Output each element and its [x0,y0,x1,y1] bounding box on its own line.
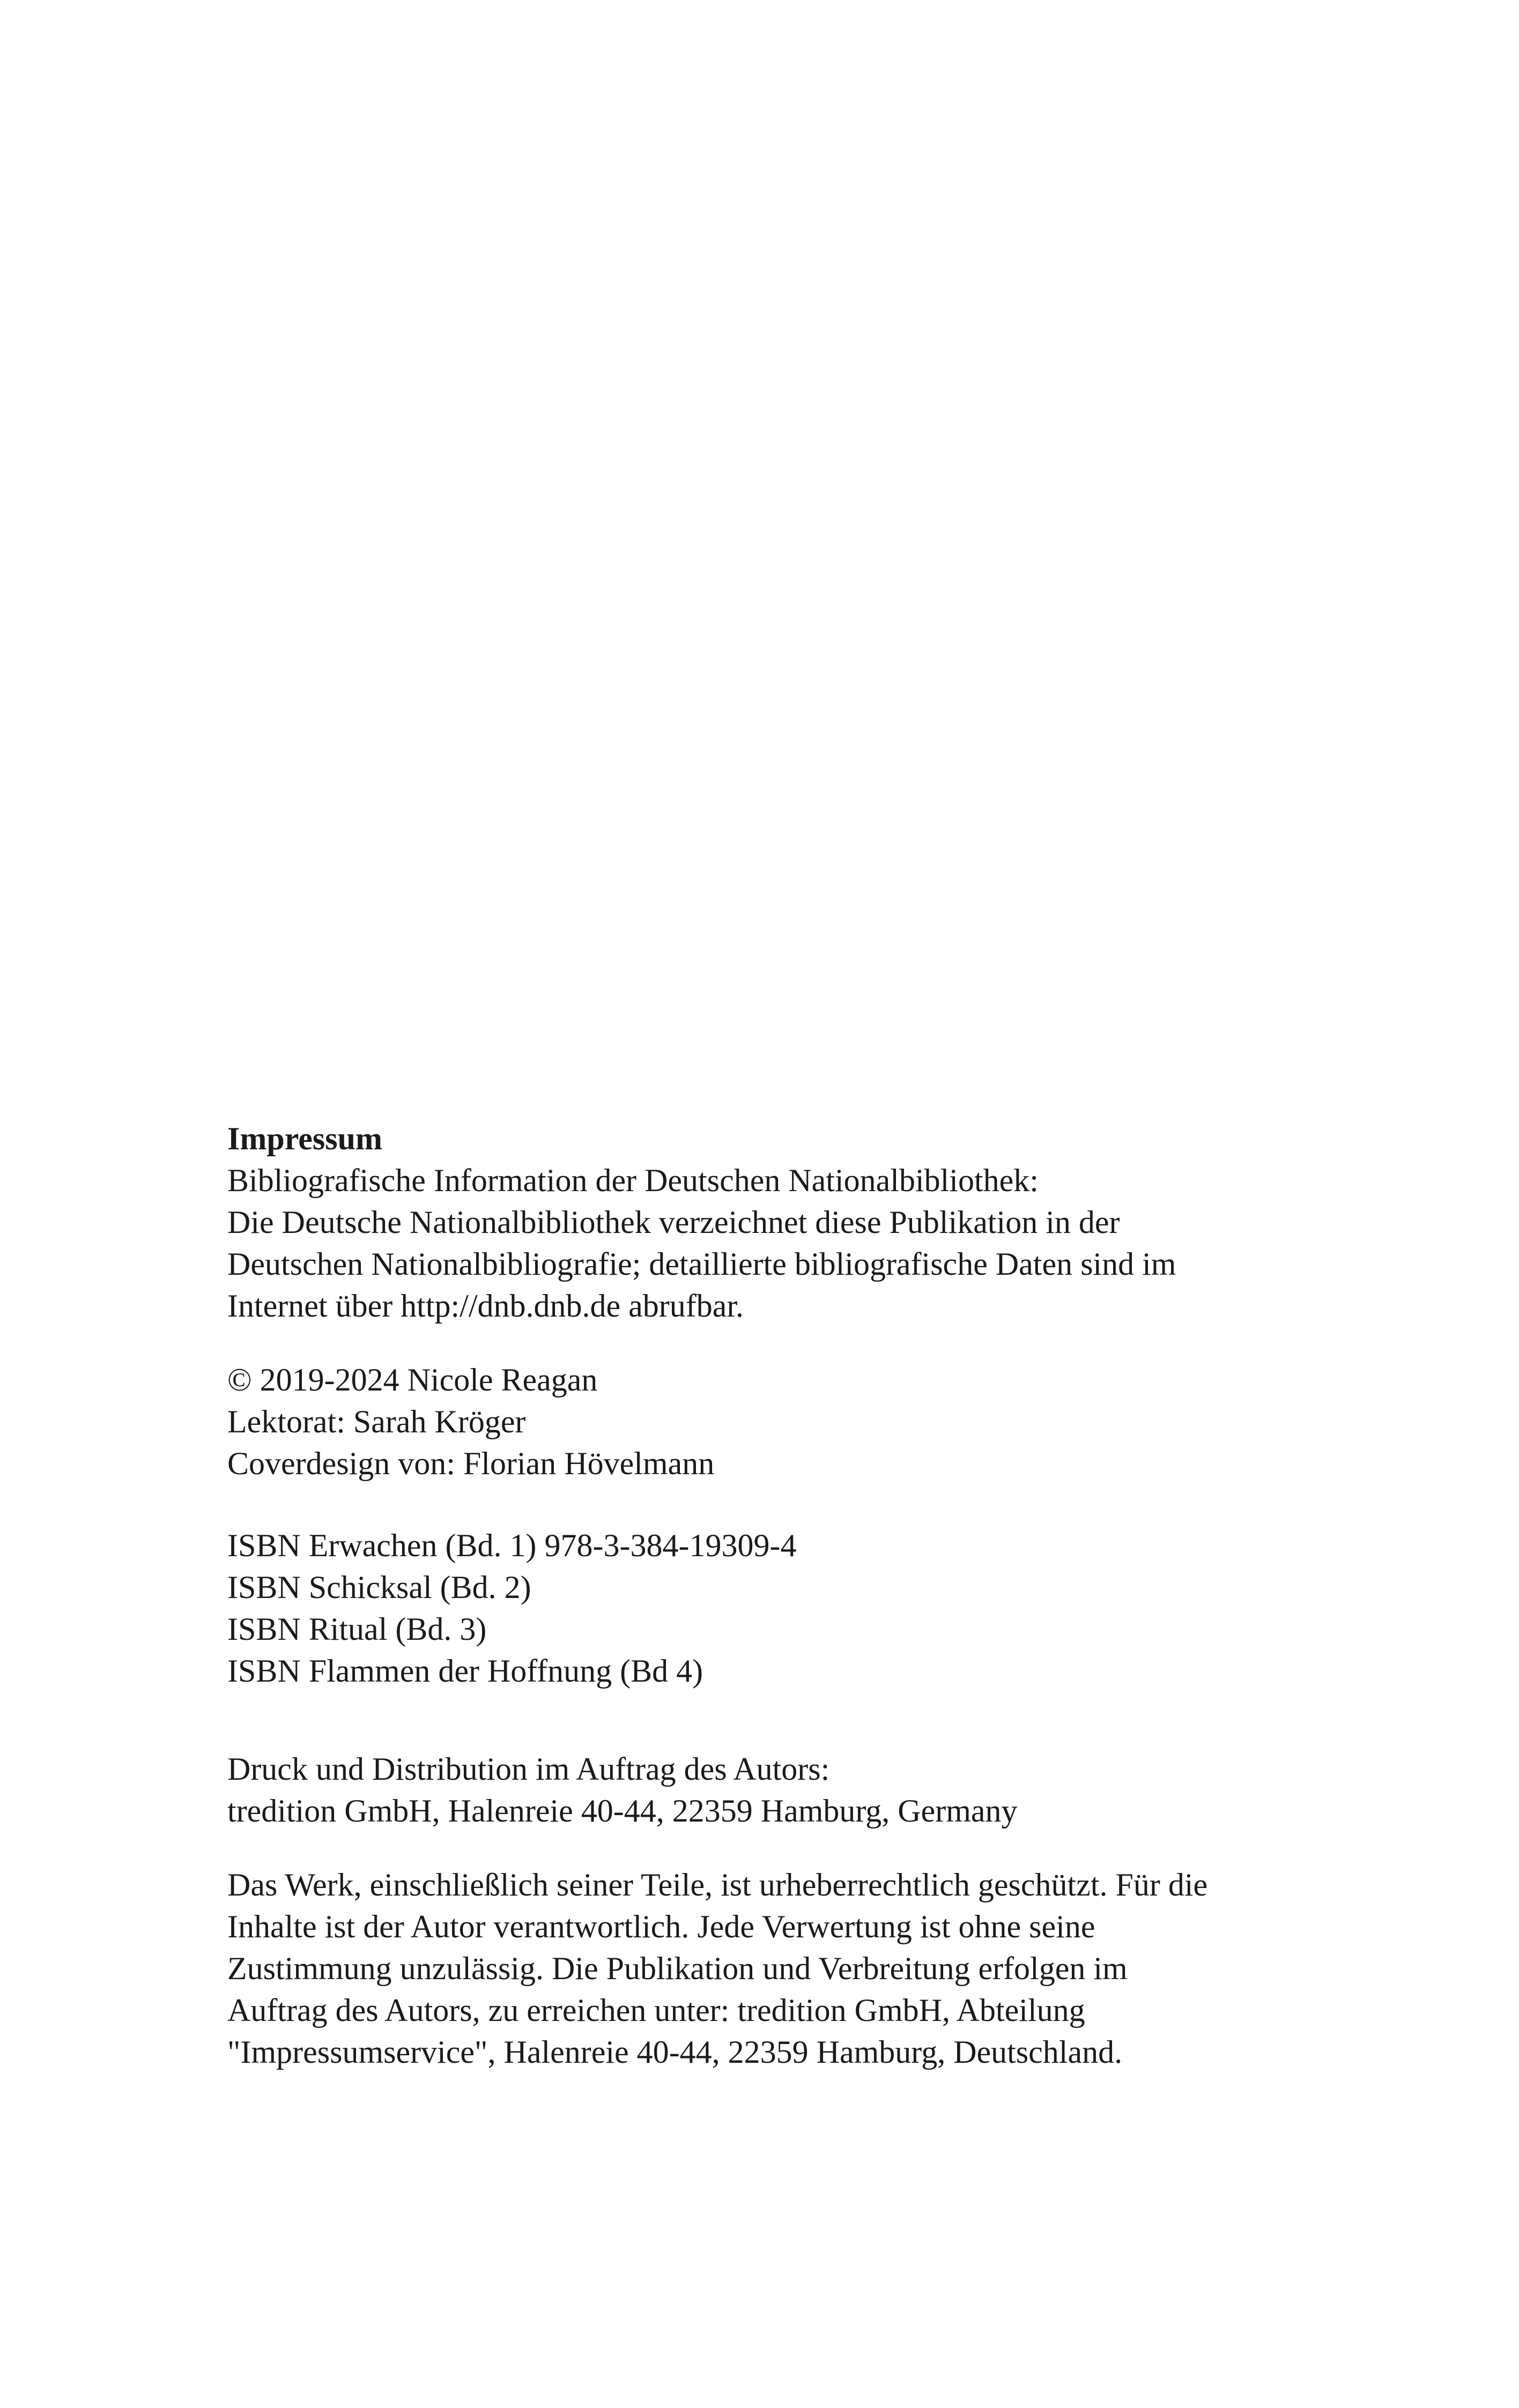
isbn-line: ISBN Schicksal (Bd. 2) [227,1570,531,1605]
isbn-line: ISBN Ritual (Bd. 3) [227,1611,487,1647]
isbn-line: ISBN Erwachen (Bd. 1) 978-3-384-19309-4 [227,1528,797,1563]
legal-section [227,1864,1353,2073]
impressum-heading: Impressum [227,1121,382,1156]
bib-line: Internet über http://dnb.dnb.de abrufbar. [227,1288,744,1324]
legal-line: Zustimmung unzulässig. Die Publikation und Verbreitung erfolgen im [227,1951,1128,1986]
bibliographic-section [227,1118,1353,1327]
spacer [227,1832,1353,1864]
copyright-line: © 2019-2024 Nicole Reagan [227,1362,598,1398]
imprint-block [227,1118,1353,2073]
distribution-line: Druck und Distribution im Auftrag des Autors: [227,1751,830,1787]
legal-line: "Impressumservice", Halenreie 40-44, 22359 Hamburg, Deutschland. [227,2034,1123,2070]
distribution-section [227,1748,1353,1832]
isbn-line: ISBN Flammen der Hoffnung (Bd 4) [227,1653,703,1689]
cover-design-line: Coverdesign von: Florian Hövelmann [227,1446,715,1481]
bib-line: Bibliografische Information der Deutschen Nationalbibliothek: [227,1163,1039,1198]
legal-line: Auftrag des Autors, zu erreichen unter: tredition GmbH, Abteilung [227,1993,1085,2028]
distribution-line: tredition GmbH, Halenreie 40-44, 22359 Hamburg, Germany [227,1793,1018,1829]
bib-line: Deutschen Nationalbibliografie; detaillierte bibliografische Daten sind im [227,1246,1176,1282]
credits-section [227,1359,1353,1484]
isbn-section [227,1525,1353,1692]
bib-line: Die Deutsche Nationalbibliothek verzeichnet diese Publikation in der [227,1205,1120,1240]
spacer [227,1327,1353,1359]
legal-line: Das Werk, einschließlich seiner Teile, ist urheberrechtlich geschützt. Für die [227,1867,1208,1902]
lektorat-line: Lektorat: Sarah Kröger [227,1404,526,1439]
spacer [227,1484,1353,1525]
legal-line: Inhalte ist der Autor verantwortlich. Jede Verwertung ist ohne seine [227,1909,1095,1944]
spacer [227,1692,1353,1748]
